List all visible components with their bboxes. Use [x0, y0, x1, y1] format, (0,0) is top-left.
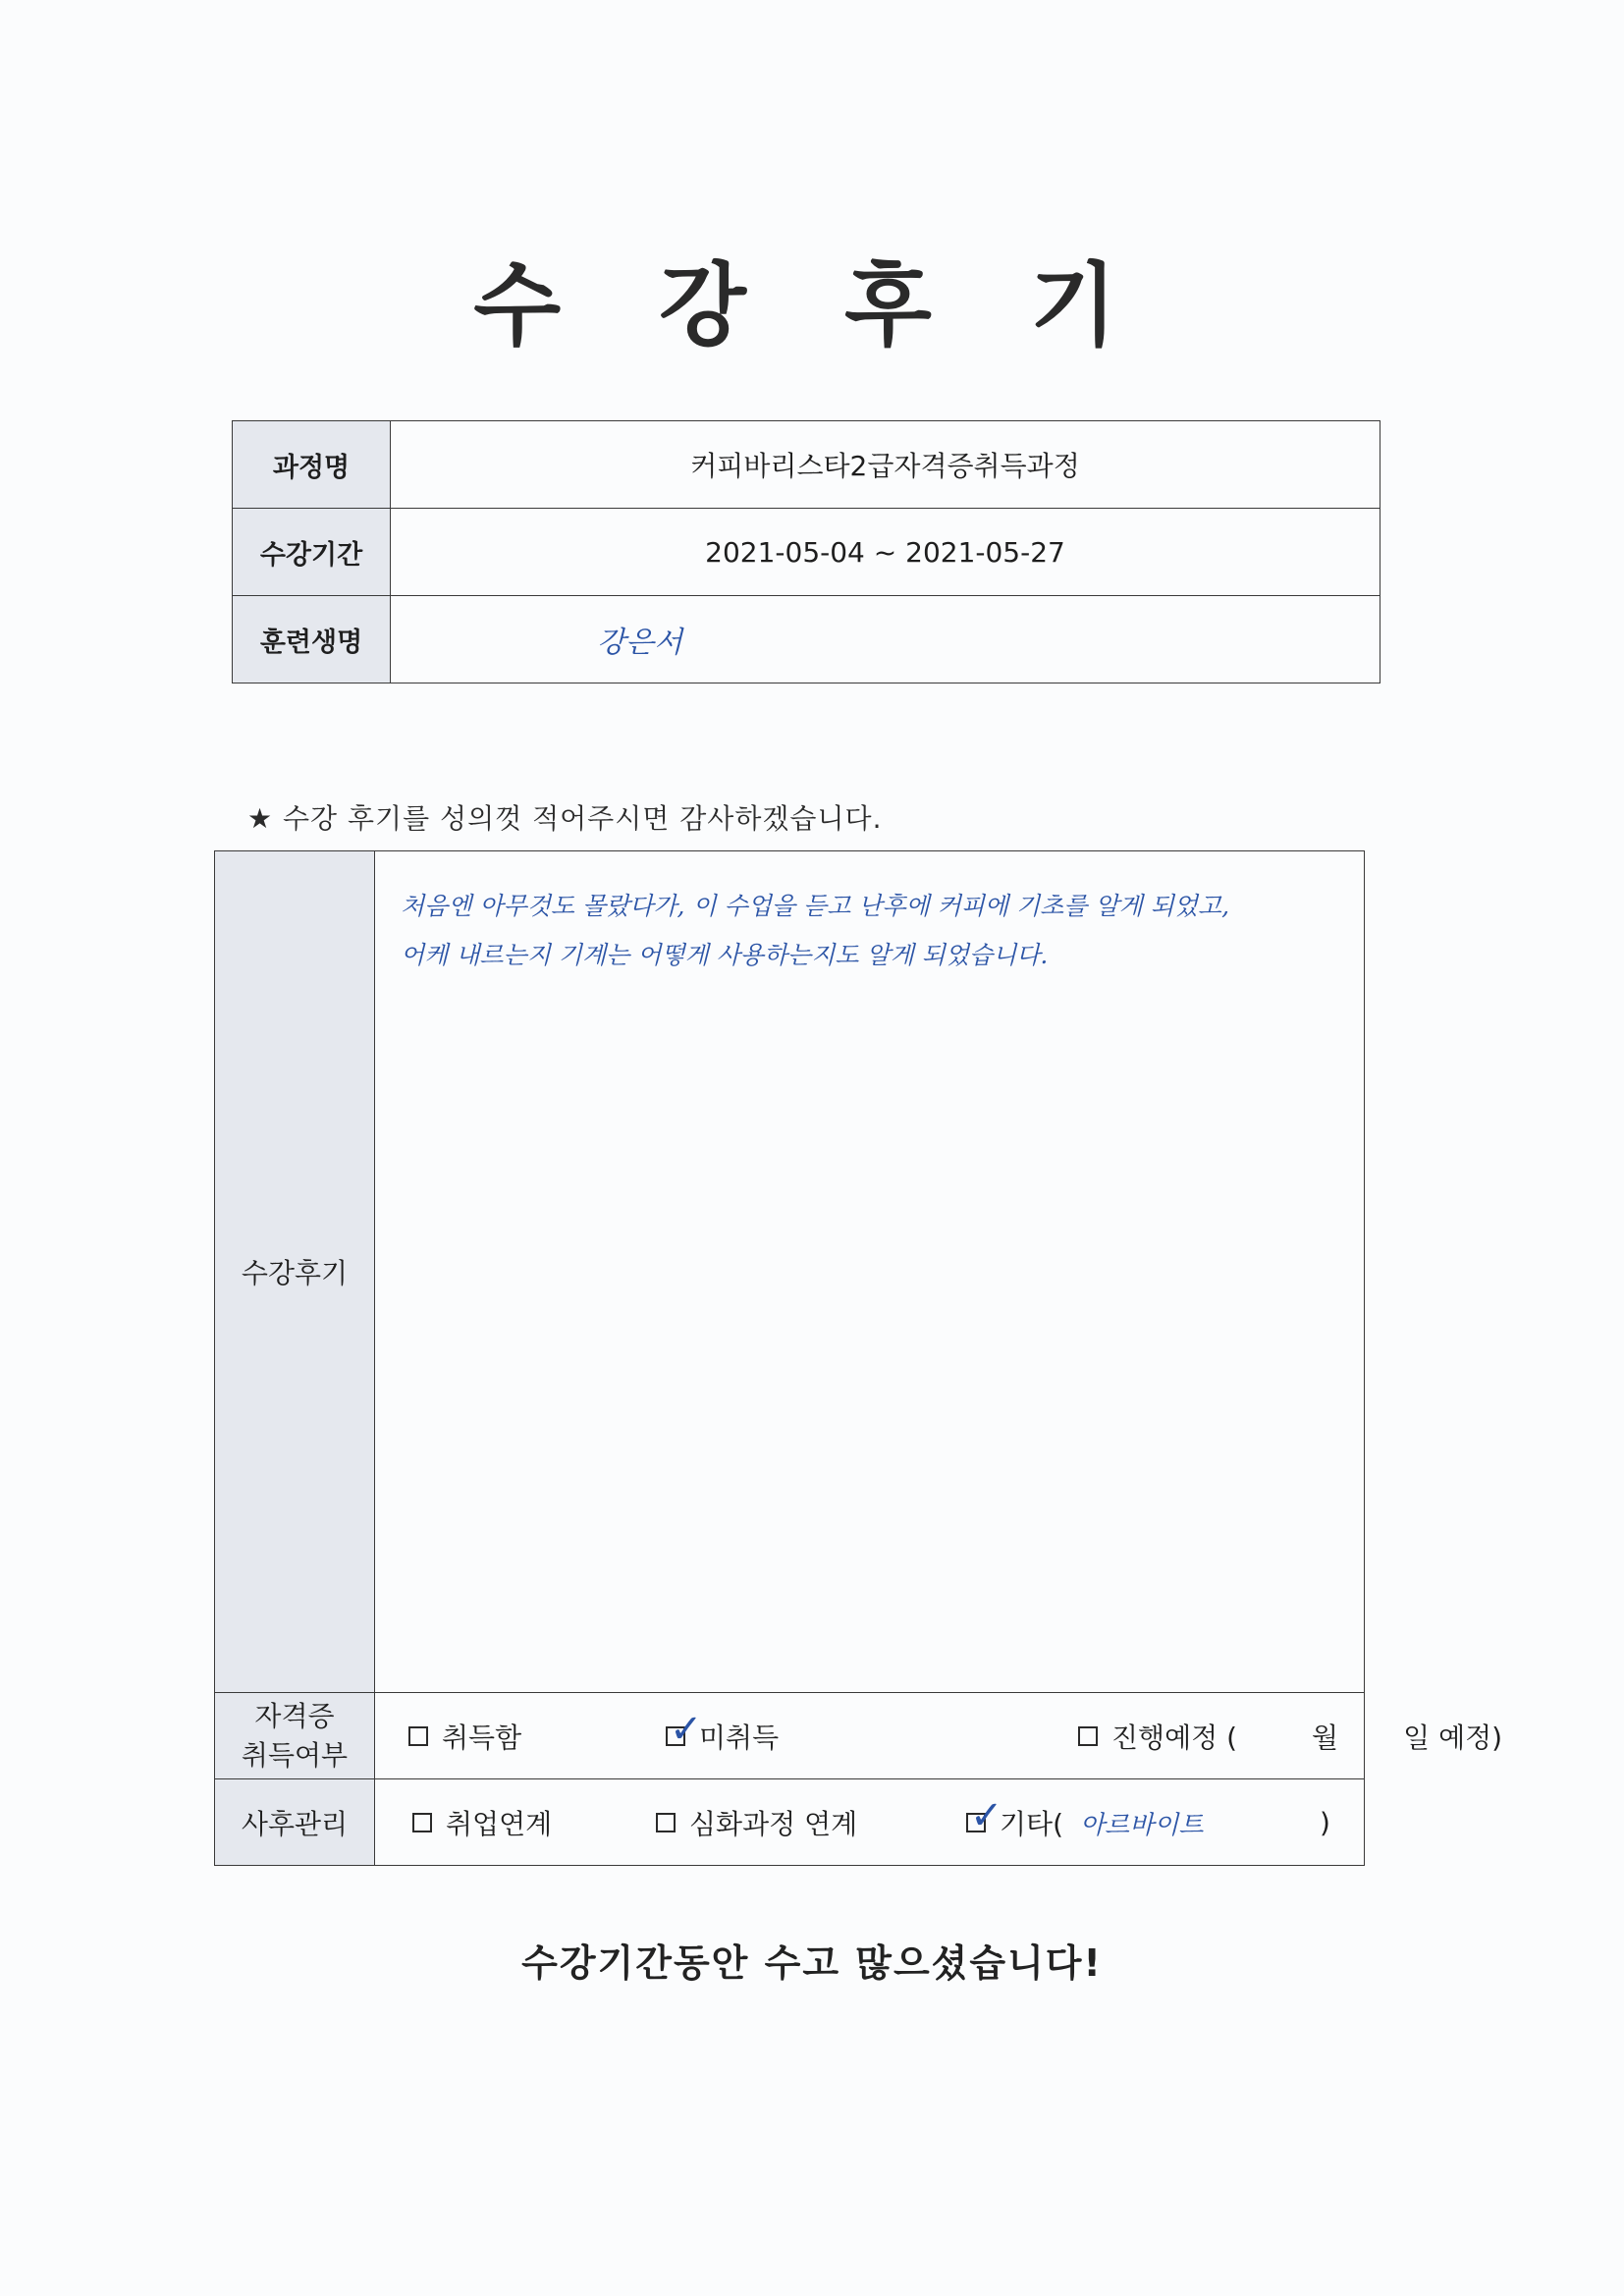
closing-message: 수강기간동안 수고 많으셨습니다!	[521, 1941, 1103, 1985]
check-mark-icon: ✓	[970, 1792, 1003, 1838]
course-row	[233, 421, 1380, 509]
trainee-label: 훈련생명	[233, 596, 391, 683]
aftercare-options	[375, 1779, 1365, 1866]
cert-option-acquired[interactable]	[408, 1717, 521, 1756]
aftercare-option-advanced-label: 심화과정 연계	[689, 1807, 858, 1840]
review-label: 수강후기	[215, 851, 375, 1693]
aftercare-option-employment[interactable]	[412, 1803, 552, 1842]
course-label: 과정명	[233, 421, 391, 509]
aftercare-other-value: 아르바이트	[1079, 1810, 1204, 1840]
checkbox-acquired[interactable]	[408, 1726, 428, 1746]
review-table	[214, 850, 1503, 1866]
cert-option-planned-suffix: 예정)	[1438, 1721, 1503, 1754]
aftercare-label: 사후관리	[215, 1779, 375, 1866]
course-info-table	[232, 420, 1380, 683]
review-text-line-1: 처음엔 아무것도 몰랐다가, 이 수업을 듣고 난후에 커피에 기초를 알게 되었고,	[401, 892, 1230, 920]
certification-row	[215, 1693, 1365, 1779]
aftercare-option-employment-label: 취업연계	[446, 1807, 553, 1840]
period-row	[233, 509, 1380, 596]
trainee-value-cell	[391, 596, 1380, 683]
cert-option-acquired-label: 취득함	[442, 1721, 522, 1754]
aftercare-option-advanced[interactable]	[656, 1803, 857, 1842]
cert-option-planned-prefix: 진행예정 (	[1111, 1721, 1238, 1754]
period-value: 2021-05-04 ~ 2021-05-27	[391, 509, 1380, 596]
checkbox-not-acquired[interactable]	[666, 1706, 703, 1752]
checkbox-advanced[interactable]	[656, 1813, 676, 1832]
aftercare-row	[215, 1779, 1365, 1866]
checkbox-employment[interactable]	[412, 1813, 432, 1832]
review-body	[375, 851, 1365, 1693]
cert-day-label: 일	[1403, 1721, 1431, 1754]
cert-option-not-acquired[interactable]	[666, 1706, 780, 1756]
period-label: 수강기간	[233, 509, 391, 596]
trainee-signature: 강은서	[597, 626, 682, 660]
certification-options	[375, 1693, 1503, 1779]
review-text-line-2: 어케 내르는지 기계는 어떻게 사용하는지도 알게 되었습니다.	[401, 941, 1049, 969]
checkbox-other[interactable]	[966, 1792, 1003, 1838]
checkbox-planned[interactable]	[1078, 1726, 1098, 1746]
aftercare-option-other-suffix: )	[1320, 1806, 1330, 1838]
aftercare-option-other-prefix: 기타(	[1000, 1807, 1064, 1840]
cert-option-planned[interactable]	[1078, 1717, 1502, 1756]
certification-label-line-2: 취득여부	[241, 1738, 349, 1772]
course-value: 커피바리스타2급자격증취득과정	[391, 421, 1380, 509]
trainee-row	[233, 596, 1380, 683]
instruction-note: ★ 수강 후기를 성의껏 적어주시면 감사하겠습니다.	[247, 802, 883, 835]
check-mark-icon: ✓	[670, 1706, 703, 1752]
page-title: 수 강 후 기	[473, 253, 1151, 358]
cert-month-label: 월	[1312, 1721, 1339, 1754]
aftercare-option-other[interactable]	[966, 1792, 1204, 1842]
review-row	[215, 851, 1365, 1693]
certification-label-line-1: 자격증	[254, 1699, 335, 1732]
cert-option-not-acquired-label: 미취득	[699, 1721, 780, 1754]
certification-label	[215, 1693, 375, 1779]
